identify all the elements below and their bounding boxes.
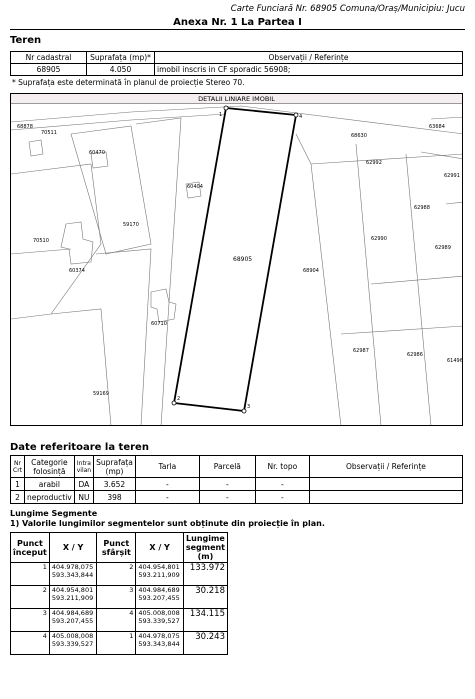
corner-label: 1 xyxy=(219,112,223,118)
table-row: 1 arabil DA 3.652 - - - xyxy=(11,478,463,491)
col-nr-cadastral: Nr cadastral xyxy=(11,52,87,64)
neighbor-label: 60404 xyxy=(187,184,203,190)
neighbor-label: 68878 xyxy=(17,124,33,130)
teren-note: * Suprafața este determinată în planul de proiecție Stereo 70. xyxy=(12,78,245,87)
corner-point xyxy=(224,106,228,110)
lungime-subheading: 1) Valorile lungimilor segmentelor sunt obținute din proiecție în plan. xyxy=(10,519,325,528)
teren-table xyxy=(10,51,463,76)
date-table xyxy=(10,455,463,504)
table-row: 3 404.984,689 593.207,455 4 405.008,008 593.339,527 134.115 xyxy=(11,609,228,632)
page-title: Anexa Nr. 1 La Partea I xyxy=(173,17,302,28)
parcel-label: 68905 xyxy=(233,256,253,263)
col-parcela: Parcelă xyxy=(199,456,255,478)
neighbor-label: 63684 xyxy=(429,124,445,130)
col-observatii: Observații / Referințe xyxy=(155,52,463,64)
neighbor-label: 62989 xyxy=(435,245,451,251)
table-row: 4 405.008,008 593.339,527 1 404.978,075 593.343,844 30.243 xyxy=(11,632,228,655)
cell-suprafata: 4.050 xyxy=(87,64,155,76)
col-categorie: Categorie folosință xyxy=(25,456,75,478)
neighbor-label: 60710 xyxy=(151,321,167,327)
map-title: DETALII LINIARE IMOBIL xyxy=(11,94,462,104)
cell-nr-cadastral: 68905 xyxy=(11,64,87,76)
neighbor-label: 62987 xyxy=(353,348,369,354)
col-xy-start: X / Y xyxy=(49,533,96,563)
neighbor-label: 68630 xyxy=(351,133,367,139)
neighbor-label: 70511 xyxy=(41,130,57,136)
neighbor-label: 62991 xyxy=(444,173,460,179)
lungime-table xyxy=(10,532,228,655)
cell-observatii: imobil inscris in CF sporadic 56908; xyxy=(155,64,463,76)
col-lungime: Lungime segment (m) xyxy=(183,533,227,563)
col-xy-end: X / Y xyxy=(136,533,183,563)
col-tarla: Tarla xyxy=(135,456,199,478)
teren-heading: Teren xyxy=(10,35,42,46)
neighbor-label: 59170 xyxy=(123,222,139,228)
col-punct-inceput: Punct început xyxy=(11,533,50,563)
cadastral-map xyxy=(11,104,463,426)
col-nr-crt: Nr Crt xyxy=(11,456,25,478)
col-suprafata: Suprafața (mp) xyxy=(94,456,136,478)
neighbor-label: 68904 xyxy=(303,268,319,274)
col-intravilan: Intra vilan xyxy=(74,456,93,478)
col-nr-topo: Nr. topo xyxy=(255,456,309,478)
corner-label: 2 xyxy=(177,396,181,402)
corner-label: 4 xyxy=(299,114,303,120)
col-observatii: Observații / Referințe xyxy=(309,456,462,478)
neighbor-label: 62986 xyxy=(407,352,423,358)
neighbor-label: 70510 xyxy=(33,238,49,244)
cf-header: Carte Funciară Nr. 68905 Comuna/Oraș/Municipiu: Jucu xyxy=(230,4,465,14)
corner-label: 3 xyxy=(247,404,251,410)
table-row: 2 neproductiv NU 398 - - - xyxy=(11,491,463,504)
neighbor-label: 62988 xyxy=(414,205,430,211)
table-row: 2 404.954,801 593.211,909 3 404.984,689 593.207,455 30.218 xyxy=(11,586,228,609)
neighbor-label: 61496 xyxy=(447,358,463,364)
corner-point xyxy=(172,401,176,405)
neighbor-label: 60470 xyxy=(89,150,105,156)
neighbor-label: 62990 xyxy=(371,236,387,242)
col-punct-sfarsit: Punct sfârșit xyxy=(97,533,136,563)
neighbor-label: 59169 xyxy=(93,391,109,397)
neighbor-label: 62992 xyxy=(366,160,382,166)
corner-point xyxy=(242,409,246,413)
date-heading: Date referitoare la teren xyxy=(10,442,149,453)
corner-point xyxy=(294,113,298,117)
lungime-heading: Lungime Segmente xyxy=(10,509,98,518)
map-panel xyxy=(10,93,463,426)
title-divider xyxy=(10,29,465,30)
col-suprafata: Suprafața (mp)* xyxy=(87,52,155,64)
table-row: 1 404.978,075 593.343,844 2 404.954,801 593.211,909 133.972 xyxy=(11,563,228,586)
neighbor-label: 60374 xyxy=(69,268,85,274)
